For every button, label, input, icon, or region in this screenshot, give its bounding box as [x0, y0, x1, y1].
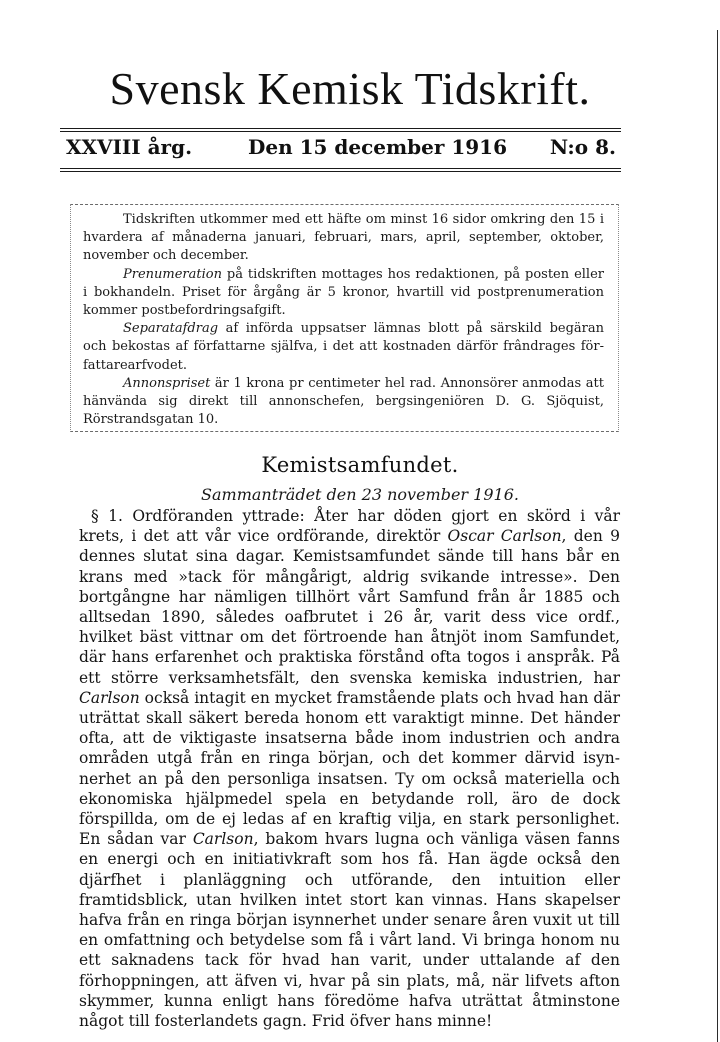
person-name-carlson-2: Carlson	[192, 830, 254, 849]
issue-line	[66, 135, 622, 165]
subscription-notice-box	[70, 204, 619, 432]
article-paragraph	[79, 506, 620, 1031]
notice-separatafdrag	[83, 320, 604, 375]
notice-prenumeration-text: på tidskriften mottages hos redaktionen, på posten eller i bokhandeln. Priset för årgång är 5 kronor, hvartill vid postprenumeration kommer postbefordringsafgift.	[83, 266, 604, 319]
issue-rule-bottom	[60, 168, 621, 169]
masthead-rule-top	[60, 128, 621, 129]
issue-number: N:o 8.	[549, 135, 616, 159]
notice-separatafdrag-text: af införda uppsatser lämnas blott på särskild begäran och bekostas af författarne själfva, i det att kostnaden därför frândrages författarearfvodet.	[83, 321, 604, 373]
notice-separatafdrag-lead: Separatafdrag	[123, 321, 219, 337]
notice-prenumeration-lead: Prenumeration	[123, 266, 222, 282]
article-subtitle: Sammanträdet den 23 november 1916.	[201, 485, 519, 504]
article-text-2: , den 9 dennes slutat sina dagar. Kemistsamfundet sände till hans bår en krans med »tack för mångårigt, aldrig svikande intresse». Den bortgångne har nämligen tillhört vårt Samfund från år 1885 och alltsedan 1890, således oafbrutet i 26 år, varit dess vice ordf., hvilket bäst vittnar om det förtroende han åtnjöt inom Samfundet, där hans erfarenhet och praktiska förstånd ofta togos i anspråk. På ett större verksamhetsfält, den svenska kemiska industrien, har	[79, 527, 620, 687]
article-text-3: också intagit en mycket framstående plats och hvad han där uträttat skall säkert bereda honom ett varaktigt minne. Det händer ofta, att de viktigaste insatserna både inom industrien och andra områden utgå från en ringa början, och det kommer därvid isynnerhet an på den personliga insatsen. Ty om också materiella och ekonomiska hjälpmedel spela en betydande roll, äro de dock förspillda, om de ej ledas af en kraftig vilja, en stark personlighet. En sådan var	[79, 688, 620, 849]
person-name-oscar-carlson: Oscar Carlson	[447, 527, 562, 546]
notice-annonspriset	[83, 375, 604, 430]
journal-masthead: Svensk Kemisk Tidskrift.	[109, 63, 591, 114]
article-body	[79, 506, 620, 1031]
notice-annonspriset-text: är 1 krona pr centimeter hel rad. Annonsörer anmodas att hänvända sig direkt till annonschefen, bergsingeniören D. G. Sjöquist, Rörstrandsgatan 10.	[83, 375, 604, 428]
notice-prenumeration	[83, 266, 604, 321]
article-title: Kemistsamfundet.	[261, 453, 459, 477]
notice-annonspriset-lead: Annonspriset	[123, 375, 211, 391]
article-text-1: § 1. Ordföranden yttrade: Åter har döden gjort en skörd i vår krets, i det att vår vice ordförande, direktör	[79, 507, 620, 546]
issue-year: XXVIII årg.	[66, 135, 193, 159]
masthead-rule-top-double	[60, 131, 621, 132]
notice-publication-schedule: Tidskriften utkommer med ett häfte om minst 16 sidor omkring den 15 i hvardera af månaderna januari, februari, mars, april, september, oktober, november och december.	[83, 212, 604, 264]
page-edge-line	[717, 30, 718, 1042]
issue-date: Den 15 december 1916	[248, 135, 508, 159]
person-name-carlson: Carlson	[79, 688, 140, 707]
article-text-4: , bakom hvars lugna och vänliga väsen fanns en energi och en initiativkraft som hos få. Han ägde också den djärfhet i planläggning och utförande, den intuition eller framtidsblick, utan hvilken intet stort kan vinnas. Hans skapelser hafva från en ringa början isynnerhet under senare åren vuxit ut till en omfattning och betydelse som få i vårt land. Vi bringa honom nu ett saknadens tack för hvad han varit, under uttalande af den förhoppningen, att äfven vi, hvar på sin plats, må, när lifvets afton skymmer, kunna enligt hans föredöme hafva uträttat åtminstone något till fosterlandets gagn. Frid öfver hans minne!	[79, 830, 620, 1031]
issue-rule-bottom-double	[60, 171, 621, 172]
